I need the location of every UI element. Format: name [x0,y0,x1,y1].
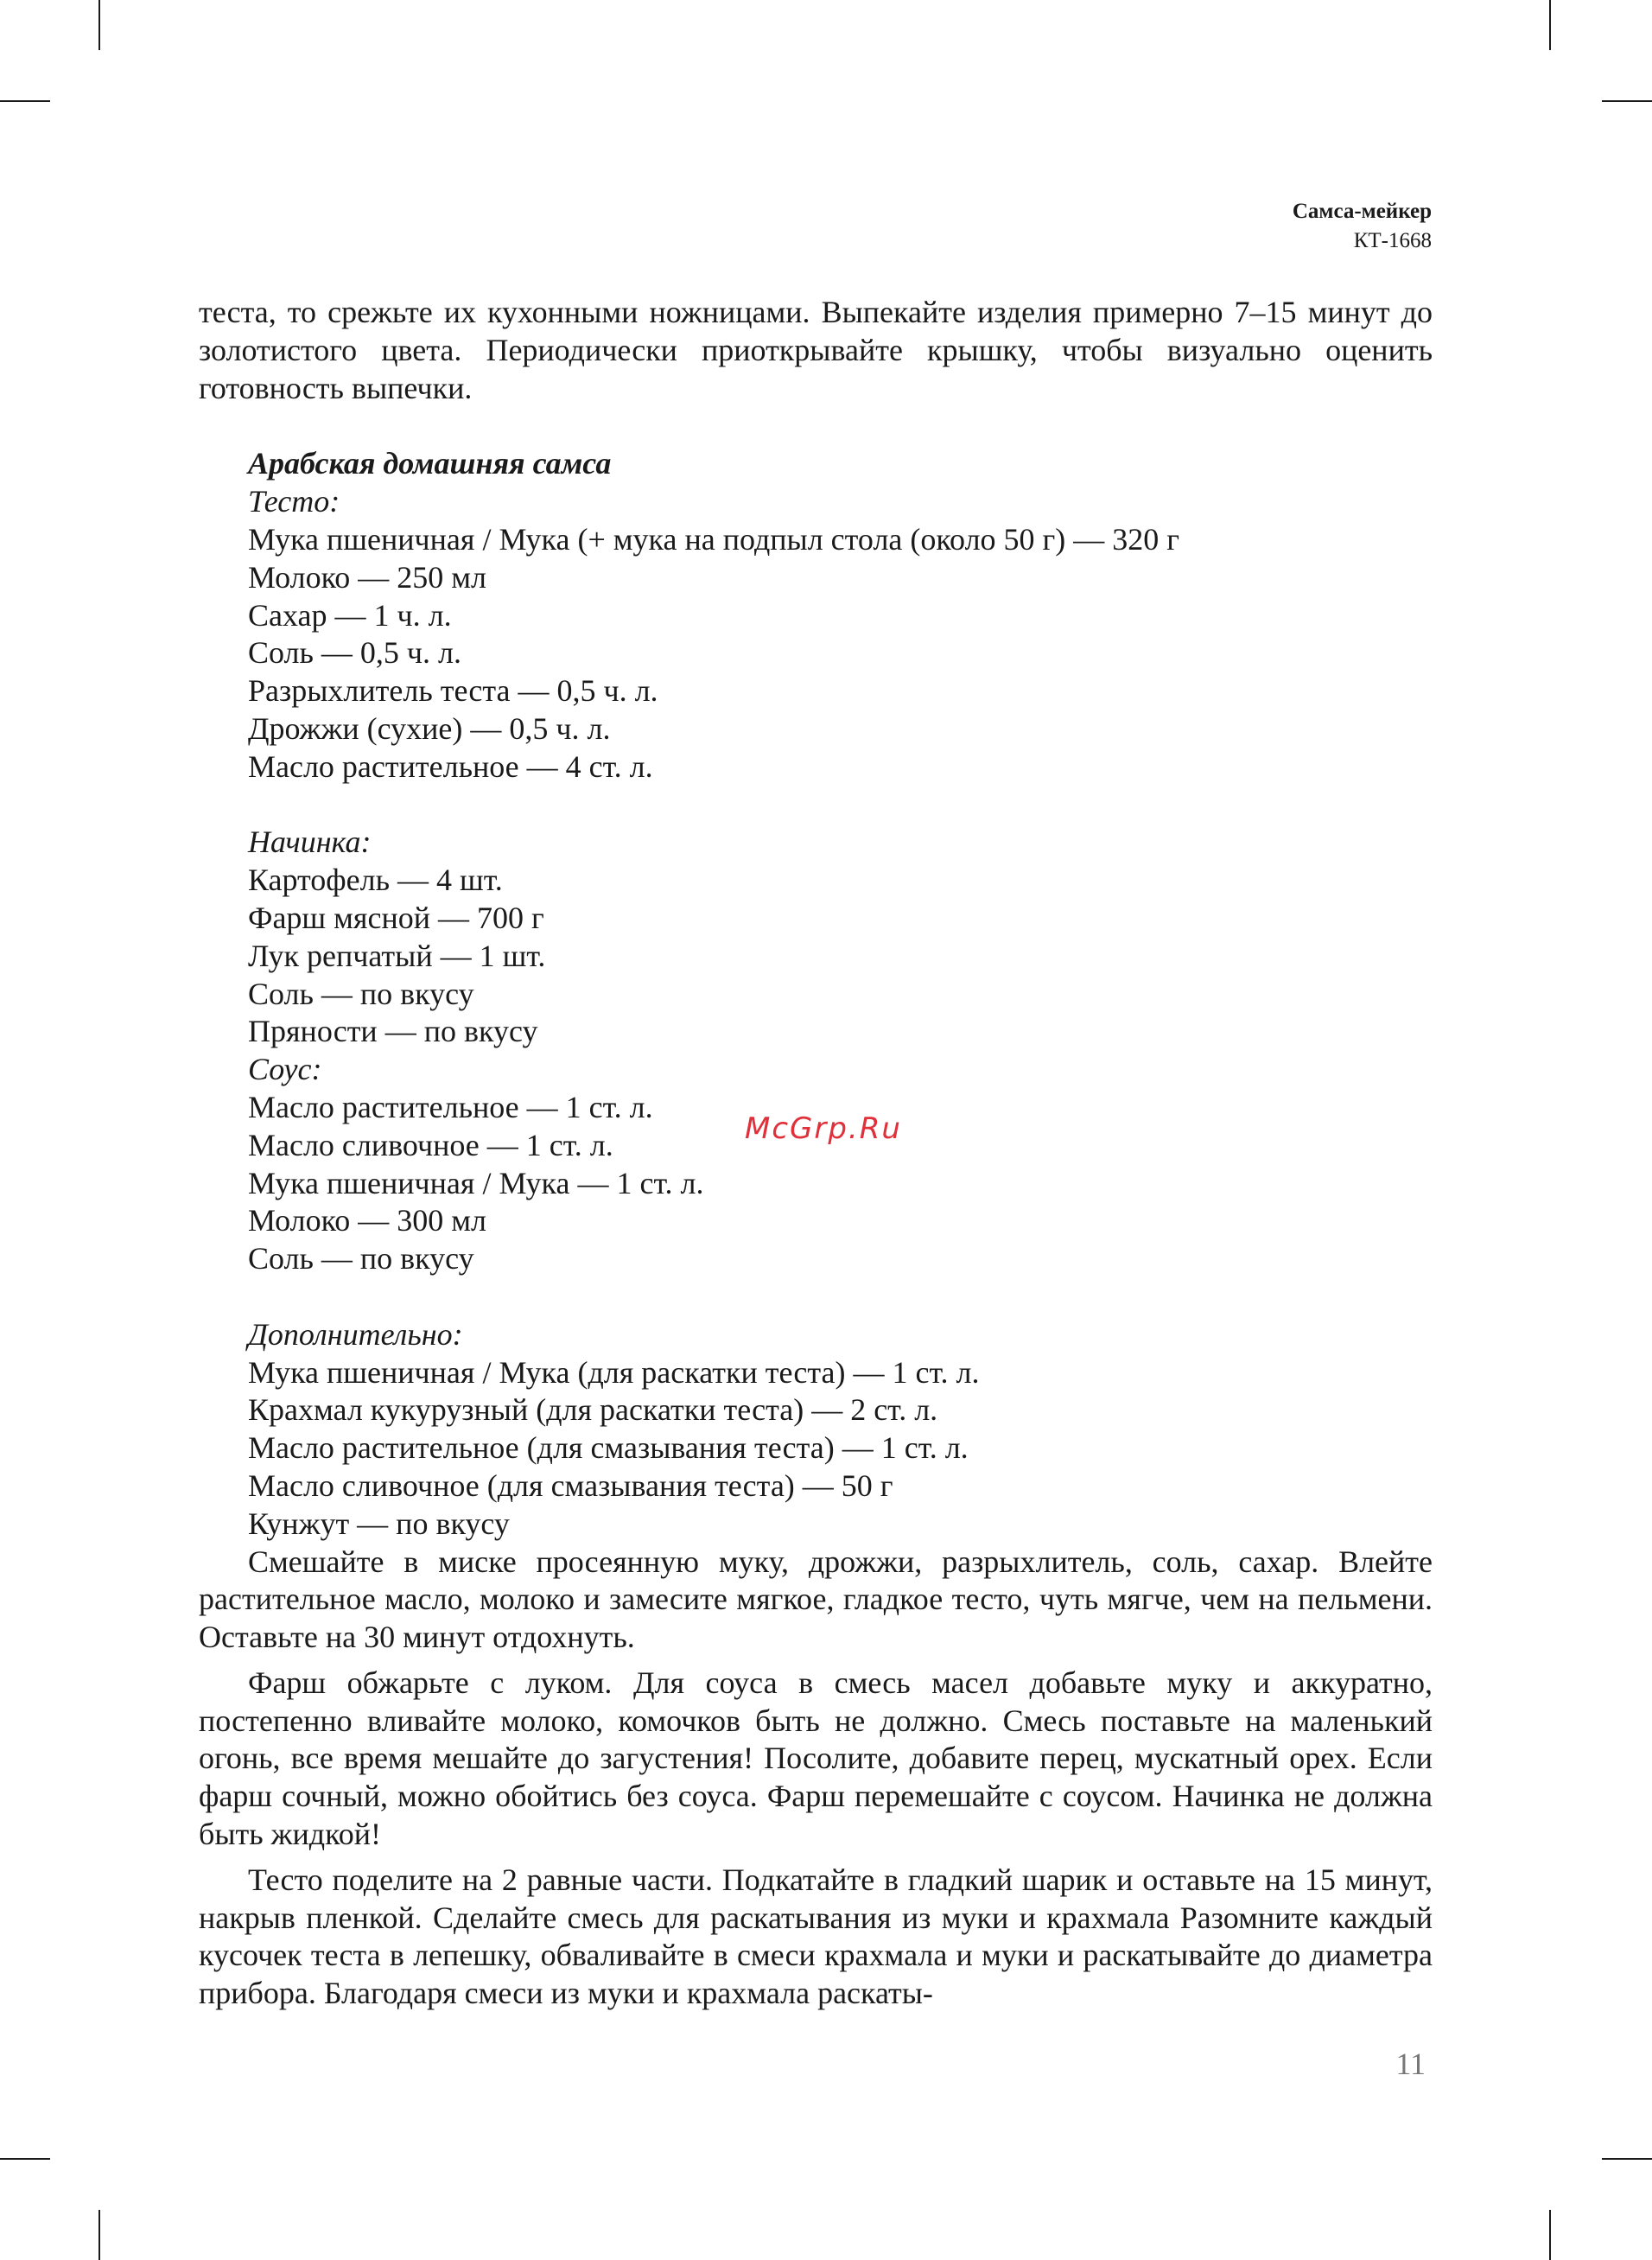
page-header [1293,197,1432,256]
instruction-paragraph: Тесто поделите на 2 равные части. Подкатайте в гладкий шарик и оставьте на 15 минут, накрыв пленкой. Сделайте смесь для раскатывания из муки и крахмала Разомните каждый кусочек теста в лепешку, обваливайте в смеси крахмала и муки и раскатывайте до диаметра прибора. Благодаря смеси из муки и крахмала раскаты- [199,1862,1433,2011]
recipe-title: Арабская домашняя самса [248,446,612,481]
filling-item: Картофель — 4 шт. [248,863,503,898]
dough-item: Соль — 0,5 ч. л. [248,635,461,671]
filling-item: Пряности — по вкусу [248,1014,538,1049]
sauce-item: Масло растительное — 1 ст. л. [248,1089,653,1124]
crop-mark-right-top [1602,100,1652,102]
recipe-ingredients [248,445,1433,1543]
watermark: McGrp.Ru [745,1111,902,1146]
extra-item: Масло сливочное (для смазывания теста) — 50 г [248,1467,893,1503]
section-spacer [248,786,1433,824]
crop-mark-left-top [0,100,50,102]
crop-mark-left-bottom [0,2158,50,2160]
crop-mark-right-bottom [1602,2158,1652,2160]
instruction-paragraph: Фарш обжарьте с луком. Для соуса в смесь масел добавьте муку и аккуратно, постепенно вливайте молоко, комочков быть не должно. Смесь поставьте на маленький огонь, все время мешайте до загустения! Посолите, добавите перец, мускатный орех. Если фарш сочный, можно обойтись без соуса. Фарш перемешайте с соусом. Начинка не должна быть жидкой! [199,1665,1433,1852]
dough-item: Дрожжи (сухие) — 0,5 ч. л. [248,710,611,746]
extra-item: Мука пшеничная / Мука (для раскатки теста) — 1 ст. л. [248,1354,980,1390]
extra-section-title: Дополнительно: [248,1316,463,1352]
sauce-section-title: Соус: [248,1052,322,1087]
crop-mark-bottom-right [1549,2210,1551,2260]
instruction-paragraph: Смешайте в миске просеянную муку, дрожжи, разрыхлитель, соль, сахар. Влейте растительное масло, молоко и замесите мягкое, гладкое тесто, чуть мягче, чем на пельмени. Оставьте на 30 минут отдохнуть. [199,1544,1433,1655]
product-title: Самса-мейкер [1292,200,1432,223]
extra-item: Кунжут — по вкусу [248,1506,510,1541]
dough-item: Разрыхлитель теста — 0,5 ч. л. [248,673,658,709]
dough-section-title: Тесто: [248,484,340,519]
intro-paragraph: теста, то срежьте их кухонными ножницами. Выпекайте изделия примерно 7–15 минут до золотистого цвета. Периодически приоткрывайте крышку, чтобы визуально оценить готовность выпечки. [199,295,1433,405]
sauce-item: Мука пшеничная / Мука — 1 ст. л. [248,1165,704,1200]
dough-item: Мука пшеничная / Мука (+ мука на подпыл стола (около 50 г) — 320 г [248,521,1180,557]
crop-mark-bottom-left [98,2210,100,2260]
product-model: КТ-1668 [1353,229,1432,252]
dough-item: Молоко — 250 мл [248,559,487,595]
crop-mark-top-left [98,0,100,50]
page-content [199,294,1433,2013]
crop-mark-top-right [1549,0,1551,50]
sauce-item: Соль — по вкусу [248,1241,474,1276]
filling-item: Соль — по вкусу [248,976,474,1011]
extra-item: Крахмал кукурузный (для раскатки теста) — 2 ст. л. [248,1392,938,1428]
sauce-item: Молоко — 300 мл [248,1203,487,1238]
filling-section-title: Начинка: [248,824,372,860]
page-number: 11 [1395,2047,1426,2081]
section-spacer [248,1278,1433,1316]
dough-item: Масло растительное — 4 ст. л. [248,748,653,784]
filling-item: Фарш мясной — 700 г [248,900,544,935]
extra-item: Масло растительное (для смазывания теста) — 1 ст. л. [248,1430,969,1466]
dough-item: Сахар — 1 ч. л. [248,597,452,633]
sauce-item: Масло сливочное — 1 ст. л. [248,1127,613,1162]
filling-item: Лук репчатый — 1 шт. [248,938,546,973]
